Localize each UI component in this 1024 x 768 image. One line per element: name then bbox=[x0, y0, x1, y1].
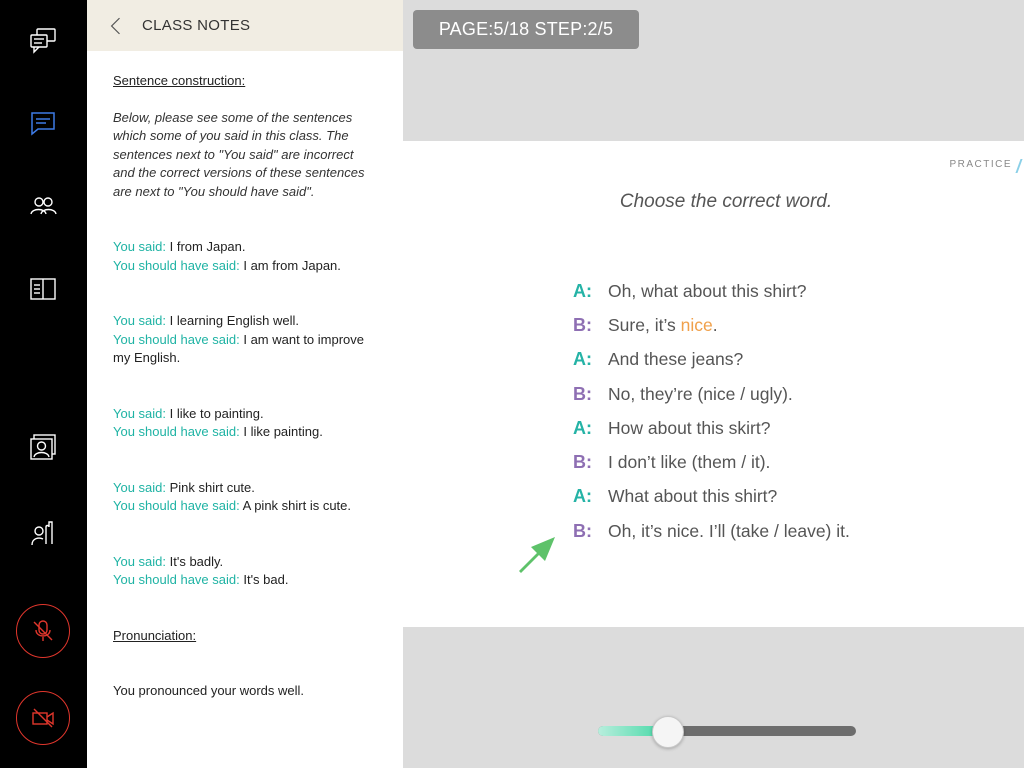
dialog-text-post: . bbox=[712, 314, 718, 335]
dialog bbox=[573, 274, 850, 548]
speaker-label: B: bbox=[573, 383, 592, 404]
dialog-text: Oh, what about this shirt? bbox=[608, 280, 807, 301]
dialog-text: Oh, it’s nice. I’ll (take / leave) it. bbox=[608, 520, 850, 541]
raise-hand-icon[interactable] bbox=[28, 518, 58, 548]
instruction-text: Choose the correct word. bbox=[619, 191, 833, 212]
said-label: You said: bbox=[113, 479, 167, 495]
speaker-label: B: bbox=[573, 520, 592, 541]
said-text: I like to painting. bbox=[166, 405, 264, 421]
video-off-button[interactable] bbox=[16, 691, 70, 745]
should-label: You should have said: bbox=[113, 331, 240, 347]
mic-off-icon bbox=[30, 618, 56, 644]
correction-5 bbox=[113, 553, 377, 590]
dialog-line bbox=[573, 377, 850, 411]
should-label: You should have said: bbox=[113, 572, 240, 587]
book-icon[interactable] bbox=[28, 274, 58, 304]
should-text: It's bad. bbox=[239, 572, 289, 587]
dialog-text: And these jeans? bbox=[608, 349, 744, 370]
video-off-icon bbox=[30, 705, 56, 731]
dialog-text: How about this skirt? bbox=[608, 417, 771, 438]
dialog-text-pre: Sure, it’s bbox=[608, 314, 681, 335]
should-label: You should have said: bbox=[113, 257, 240, 273]
correction-2 bbox=[113, 312, 377, 368]
correction-4 bbox=[113, 479, 377, 516]
notes-icon[interactable] bbox=[28, 108, 58, 138]
mic-off-button[interactable] bbox=[16, 604, 70, 658]
correction-3 bbox=[113, 405, 377, 442]
said-label: You said: bbox=[113, 239, 167, 254]
speaker-label: B: bbox=[573, 314, 592, 335]
chevron-left-icon[interactable] bbox=[101, 11, 131, 41]
said-text: I learning English well. bbox=[166, 313, 299, 328]
speaker-label: A: bbox=[573, 486, 592, 507]
speaker-label: A: bbox=[573, 417, 592, 438]
pointer-arrow-icon bbox=[511, 529, 561, 579]
practice-label: PRACTICE bbox=[949, 159, 1012, 170]
dialog-text: What about this shirt? bbox=[608, 486, 778, 507]
dialog-line bbox=[573, 308, 850, 342]
should-label: You should have said: bbox=[113, 424, 240, 439]
dialog-text: I don’t like (them / it). bbox=[608, 452, 771, 473]
should-text: I am want to improve my English. bbox=[113, 331, 365, 365]
dialog-line bbox=[573, 445, 850, 479]
page-step-badge: PAGE:5/18 STEP:2/5 bbox=[413, 10, 639, 49]
notes-title: CLASS NOTES bbox=[142, 17, 251, 34]
lesson-slide bbox=[403, 141, 1024, 627]
lesson-area bbox=[403, 0, 1024, 768]
dialog-line bbox=[573, 480, 850, 514]
notes-header bbox=[87, 0, 403, 51]
said-text: It's badly. bbox=[166, 553, 224, 569]
should-label: You should have said: bbox=[113, 498, 240, 513]
notes-intro: Below, please see some of the sentences which some of you said in this class. The sentences next to "You said" are incorrect and the correct versions of these sentences are next to "You should have said". bbox=[113, 109, 365, 199]
dialog-line bbox=[573, 274, 850, 308]
pronunciation-text: You pronounced your words well. bbox=[113, 683, 305, 698]
should-text: I like painting. bbox=[239, 424, 323, 439]
dialog-line bbox=[573, 411, 850, 445]
dialog-text: No, they’re (nice / ugly). bbox=[608, 383, 793, 404]
should-text: A pink shirt is cute. bbox=[239, 498, 352, 513]
said-label: You said: bbox=[113, 405, 167, 421]
left-toolbar bbox=[0, 0, 87, 768]
pronunciation-title: Pronunciation: bbox=[113, 627, 197, 643]
dialog-line bbox=[573, 343, 850, 377]
sentence-section-title: Sentence construction: bbox=[113, 73, 246, 88]
said-label: You said: bbox=[113, 313, 167, 328]
correction-1 bbox=[113, 238, 377, 275]
speaker-label: A: bbox=[573, 280, 592, 301]
speaker-label: A: bbox=[573, 349, 592, 370]
people-icon[interactable] bbox=[28, 191, 58, 221]
practice-mark-icon bbox=[1015, 159, 1024, 173]
dialog-line bbox=[573, 514, 850, 548]
progress-slider[interactable] bbox=[598, 716, 856, 746]
class-notes-panel bbox=[87, 0, 403, 768]
highlighted-word: nice bbox=[680, 314, 713, 335]
slider-thumb[interactable] bbox=[652, 716, 684, 748]
speaker-label: B: bbox=[573, 452, 592, 473]
should-text: I am from Japan. bbox=[239, 257, 341, 273]
said-label: You said: bbox=[113, 553, 167, 569]
chat-icon[interactable] bbox=[28, 26, 58, 56]
said-text: Pink shirt cute. bbox=[166, 479, 255, 495]
profile-card-icon[interactable] bbox=[28, 432, 58, 462]
said-text: I from Japan. bbox=[166, 239, 246, 254]
notes-body bbox=[87, 72, 403, 701]
